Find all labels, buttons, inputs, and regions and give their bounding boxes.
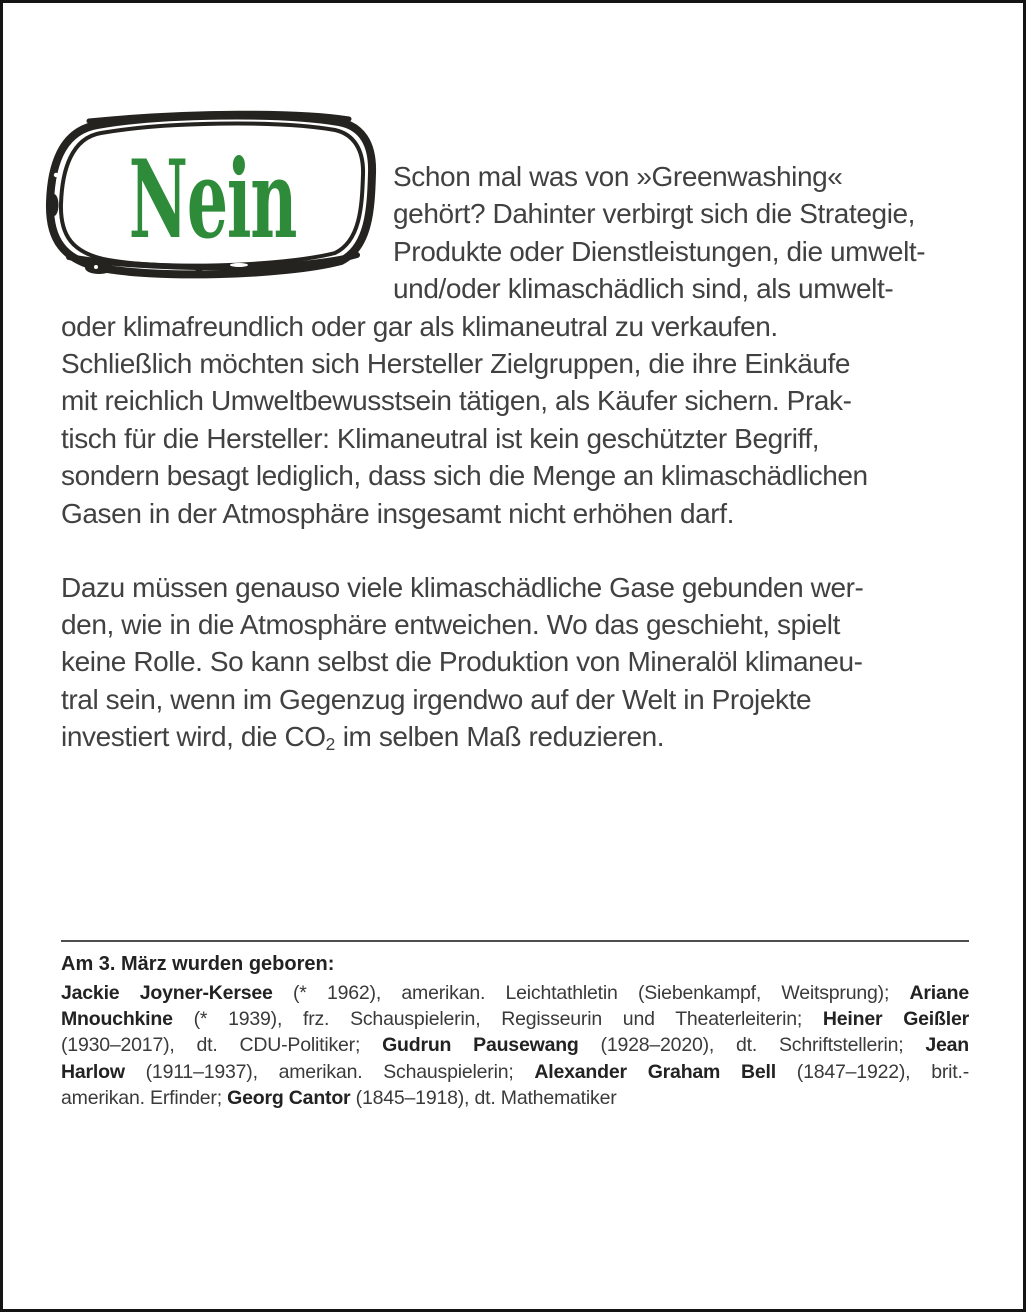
stamp-label: Nein bbox=[128, 137, 296, 263]
text-line: und/oder klimaschädlich sind, als umwelt- bbox=[393, 273, 894, 305]
second-paragraph bbox=[61, 569, 993, 764]
text-line: Schon mal was von »Greenwashing« bbox=[393, 161, 843, 192]
text-line: sondern besagt lediglich, dass sich die Menge an klimaschädlichen bbox=[61, 460, 868, 492]
birthday-line: Harlow (1911–1937), amerikan. Schauspielerin; Alexander Graham Bell (1847–1922), brit.- bbox=[61, 1060, 969, 1083]
text-line: Produkte oder Dienstleistungen, die umwelt- bbox=[393, 235, 926, 267]
text-line: tral sein, wenn im Gegenzug irgendwo auf der Welt in Projekte bbox=[61, 683, 812, 715]
birthday-line: Jackie Joyner-Kersee (* 1962), amerikan. Leichtathletin (Siebenkampf, Weitsprung); Ariane bbox=[61, 982, 969, 1004]
co2-line-post: im selben Maß reduzieren. bbox=[335, 721, 665, 753]
birthday-line: (1930–2017), dt. CDU-Politiker; Gudrun Pausewang (1928–2020), dt. Schriftstellerin; Jean bbox=[61, 1034, 969, 1057]
text-line: den, wie in die Atmosphäre entweichen. Wo das geschieht, spielt bbox=[61, 608, 840, 640]
text-line: Gasen in der Atmosphäre insgesamt nicht erhöhen darf. bbox=[61, 497, 734, 529]
text-line: Schließlich möchten sich Hersteller Zielgruppen, die ihre Einkäufe bbox=[61, 348, 851, 380]
text-line: Dazu müssen genauso viele klimaschädliche Gase gebunden wer- bbox=[61, 571, 864, 603]
birthday-line: Mnouchkine (* 1939), frz. Schauspielerin, Regisseurin und Theaterleiterin; Heiner Geißler bbox=[61, 1008, 969, 1031]
text-line: tisch für die Hersteller: Klimaneutral ist kein geschützter Begriff, bbox=[61, 422, 820, 454]
text-line: keine Rolle. So kann selbst die Produktion von Mineralöl klimaneu- bbox=[61, 646, 863, 678]
birthdays-list bbox=[61, 980, 969, 1111]
text-line-co2 bbox=[61, 718, 993, 763]
birthdays-heading: Am 3. März wurden geboren: bbox=[61, 953, 335, 975]
text-line: mit reichlich Umweltbewusstsein tätigen, als Käufer sichern. Prak- bbox=[61, 385, 852, 417]
text-line: gehört? Dahinter verbirgt sich die Strategie, bbox=[393, 198, 916, 230]
co2-line-pre: investiert wird, die CO bbox=[61, 721, 326, 753]
co2-subscript: 2 bbox=[325, 734, 336, 754]
birthday-line: amerikan. Erfinder; Georg Cantor (1845–1918), dt. Mathematiker bbox=[61, 1086, 617, 1109]
text-line: oder klimafreundlich oder gar als klimaneutral zu verkaufen. bbox=[61, 310, 778, 342]
section-divider bbox=[61, 940, 969, 942]
